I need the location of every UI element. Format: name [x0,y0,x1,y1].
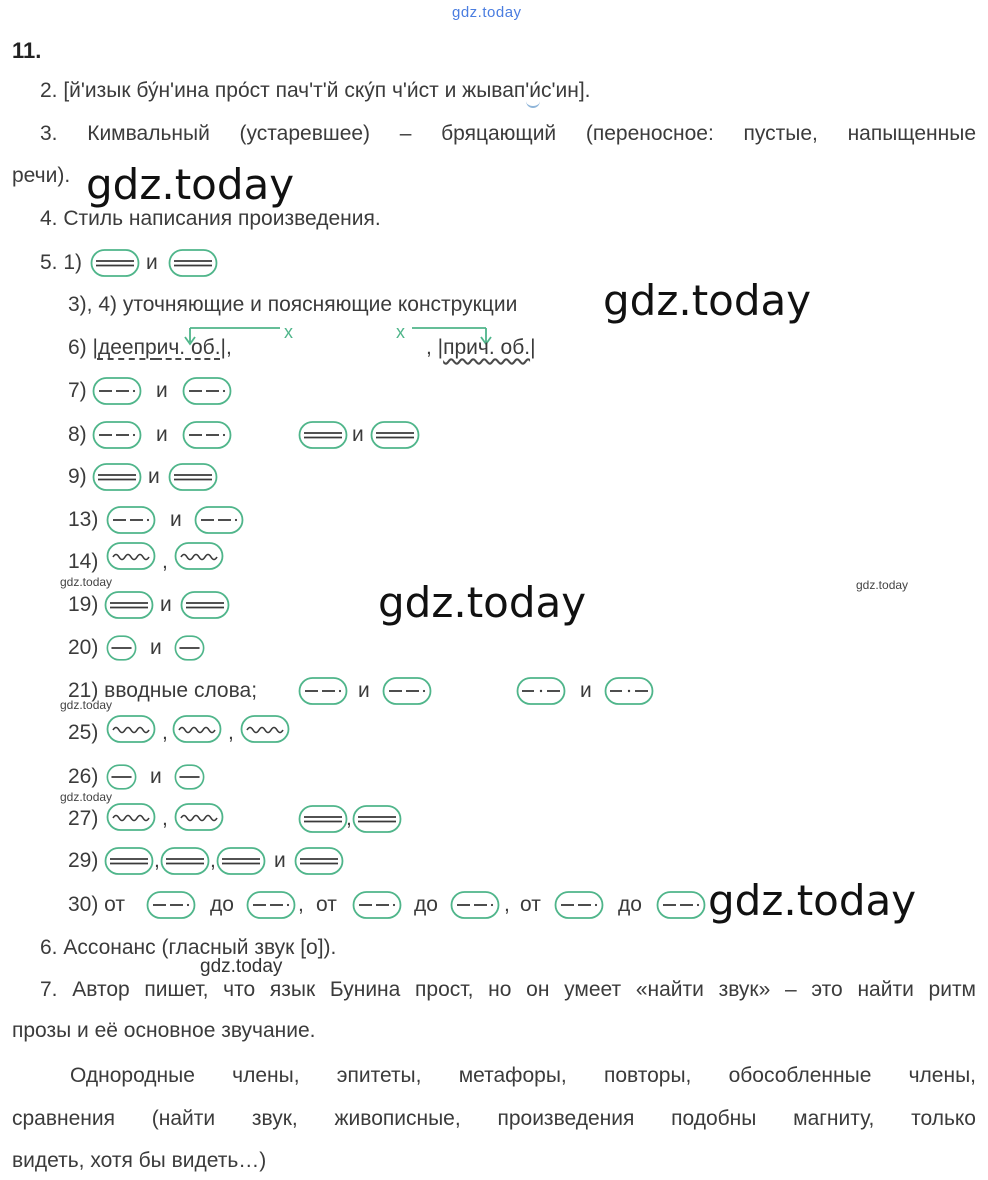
item-5-prefix: 5. 1) [40,251,83,274]
comma: , [162,807,168,830]
watermark-large-3: gdz.today [378,578,587,627]
and-word: и [156,423,168,446]
x-mark-right: х [396,322,405,342]
dash-dot-dash-oval-icon [604,676,654,706]
watermark-large-1: gdz.today [86,160,295,209]
single-underline-oval-icon [174,633,205,663]
item-3-line2: речи). [12,164,71,187]
double-underline-oval-icon [160,846,210,876]
comma: , [298,893,304,916]
loading-ring-icon [526,96,540,108]
wavy-underline-oval-icon [172,714,222,744]
row-3-4-text: 3), 4) уточняющие и поясняющие конструкции [68,293,518,316]
x-mark-left: х [284,322,293,342]
dash-dot-underline-oval-icon [194,505,244,535]
and-word: и [150,765,162,788]
comma: , [228,721,234,744]
double-underline-oval-icon [370,420,420,450]
row-14-label: 14) [68,550,99,573]
row-6-comma: , | [426,336,444,359]
to-word: до [414,893,438,916]
and-word: и [156,379,168,402]
wavy-underline-oval-icon [106,802,156,832]
double-underline-oval-icon [104,590,154,620]
dash-dot-underline-oval-icon [450,890,500,920]
watermark-top: gdz.today [452,4,522,21]
double-underline-oval-icon [298,420,348,450]
double-underline-oval-icon [92,462,142,492]
to-word: до [210,893,234,916]
paragraph-line2: сравнения (найти звук, живописные, произведения подобны магниту, только [12,1107,976,1130]
row-6-prefix: 6) | [68,336,98,359]
row-6-dep: деепр [97,336,157,359]
comma: , [210,849,216,872]
and-word: и [352,423,364,446]
item-2-transcription: 2. [й'изык бу́н'ина про́ст пач'т'й ску́п ч'и́ст и жывап'и́с'ин]. [40,79,591,102]
row-6-dep2: ич. об. [156,336,221,359]
row-6 [68,335,232,361]
and-word: и [160,593,172,616]
dash-dot-underline-oval-icon [92,420,142,450]
row-9-label: 9) [68,465,87,488]
and-word: и [146,251,158,274]
watermark-small: gdz.today [856,578,909,592]
item-4: 4. Стиль написания произведения. [40,207,381,230]
and-word: и [358,679,370,702]
comma: , [346,807,352,830]
wavy-underline-oval-icon [106,714,156,744]
row-19-label: 19) [68,593,99,616]
wavy-underline-oval-icon [174,541,224,571]
double-underline-oval-icon [294,846,344,876]
dash-dot-underline-oval-icon [106,505,156,535]
double-underline-oval-icon [298,804,348,834]
row-7-label: 7) [68,379,87,402]
item-6: 6. Ассонанс (гласный звук [о]). [40,936,337,959]
comma: , [162,550,168,573]
watermark-medium: gdz.today [200,956,283,977]
row-29-label: 29) [68,849,99,872]
single-underline-oval-icon [174,762,205,792]
row-6-close: | [530,336,536,359]
dash-dot-underline-oval-icon [554,890,604,920]
dash-dot-underline-oval-icon [182,376,232,406]
row-25-label: 25) [68,721,99,744]
double-underline-oval-icon [90,248,140,278]
paragraph-line1: Однородные члены, эпитеты, метафоры, повторы, обособленные члены, [70,1064,976,1087]
dash-dot-underline-oval-icon [382,676,432,706]
watermark-small: gdz.today [60,698,113,712]
item-7-line1: 7. Автор пишет, что язык Бунина прост, но он умеет «найти звук» – это найти ритм [40,978,976,1001]
task-number: 11. [12,38,42,63]
single-underline-oval-icon [106,762,137,792]
item-3-line1: 3. Кимвальный (устаревшее) – бряцающий (переносное: пустые, напыщенные [40,122,976,145]
dash-dot-underline-oval-icon [298,676,348,706]
double-underline-oval-icon [352,804,402,834]
row-6-prich-text: прич. об. [443,336,531,359]
watermark-large-2: gdz.today [603,276,812,325]
dash-dot-dash-oval-icon [516,676,566,706]
comma: , [162,721,168,744]
dash-dot-underline-oval-icon [146,890,196,920]
single-underline-oval-icon [106,633,137,663]
row-6-end: |, [220,336,232,359]
to-word: до [618,893,642,916]
paragraph-line3: видеть, хотя бы видеть…) [12,1149,267,1172]
row-13-label: 13) [68,508,99,531]
row-6-prich [426,335,536,361]
dash-dot-underline-oval-icon [92,376,142,406]
wavy-underline-oval-icon [106,541,156,571]
watermark-small: gdz.today [60,575,113,589]
double-underline-oval-icon [104,846,154,876]
and-word: и [150,636,162,659]
dash-dot-underline-oval-icon [246,890,296,920]
double-underline-oval-icon [168,462,218,492]
and-word: и [148,465,160,488]
row-30-label: 30) от [68,893,126,916]
double-underline-oval-icon [180,590,230,620]
double-underline-oval-icon [168,248,218,278]
dash-dot-underline-oval-icon [656,890,706,920]
row-27-label: 27) [68,807,99,830]
double-underline-oval-icon [216,846,266,876]
and-word: и [170,508,182,531]
from-word: от [316,893,337,916]
row-26-label: 26) [68,765,99,788]
wavy-underline-oval-icon [174,802,224,832]
watermark-small: gdz.today [60,790,113,804]
item-7-line2: прозы и её основное звучание. [12,1019,316,1042]
watermark-large-4: gdz.today [708,876,917,925]
dash-dot-underline-oval-icon [352,890,402,920]
dash-dot-underline-oval-icon [182,420,232,450]
row-20-label: 20) [68,636,99,659]
from-word: от [520,893,541,916]
row-21-label: 21) вводные слова; [68,679,258,702]
comma: , [504,893,510,916]
wavy-underline-oval-icon [240,714,290,744]
row-8-label: 8) [68,423,87,446]
and-word: и [274,849,286,872]
comma: , [154,849,160,872]
and-word: и [580,679,592,702]
